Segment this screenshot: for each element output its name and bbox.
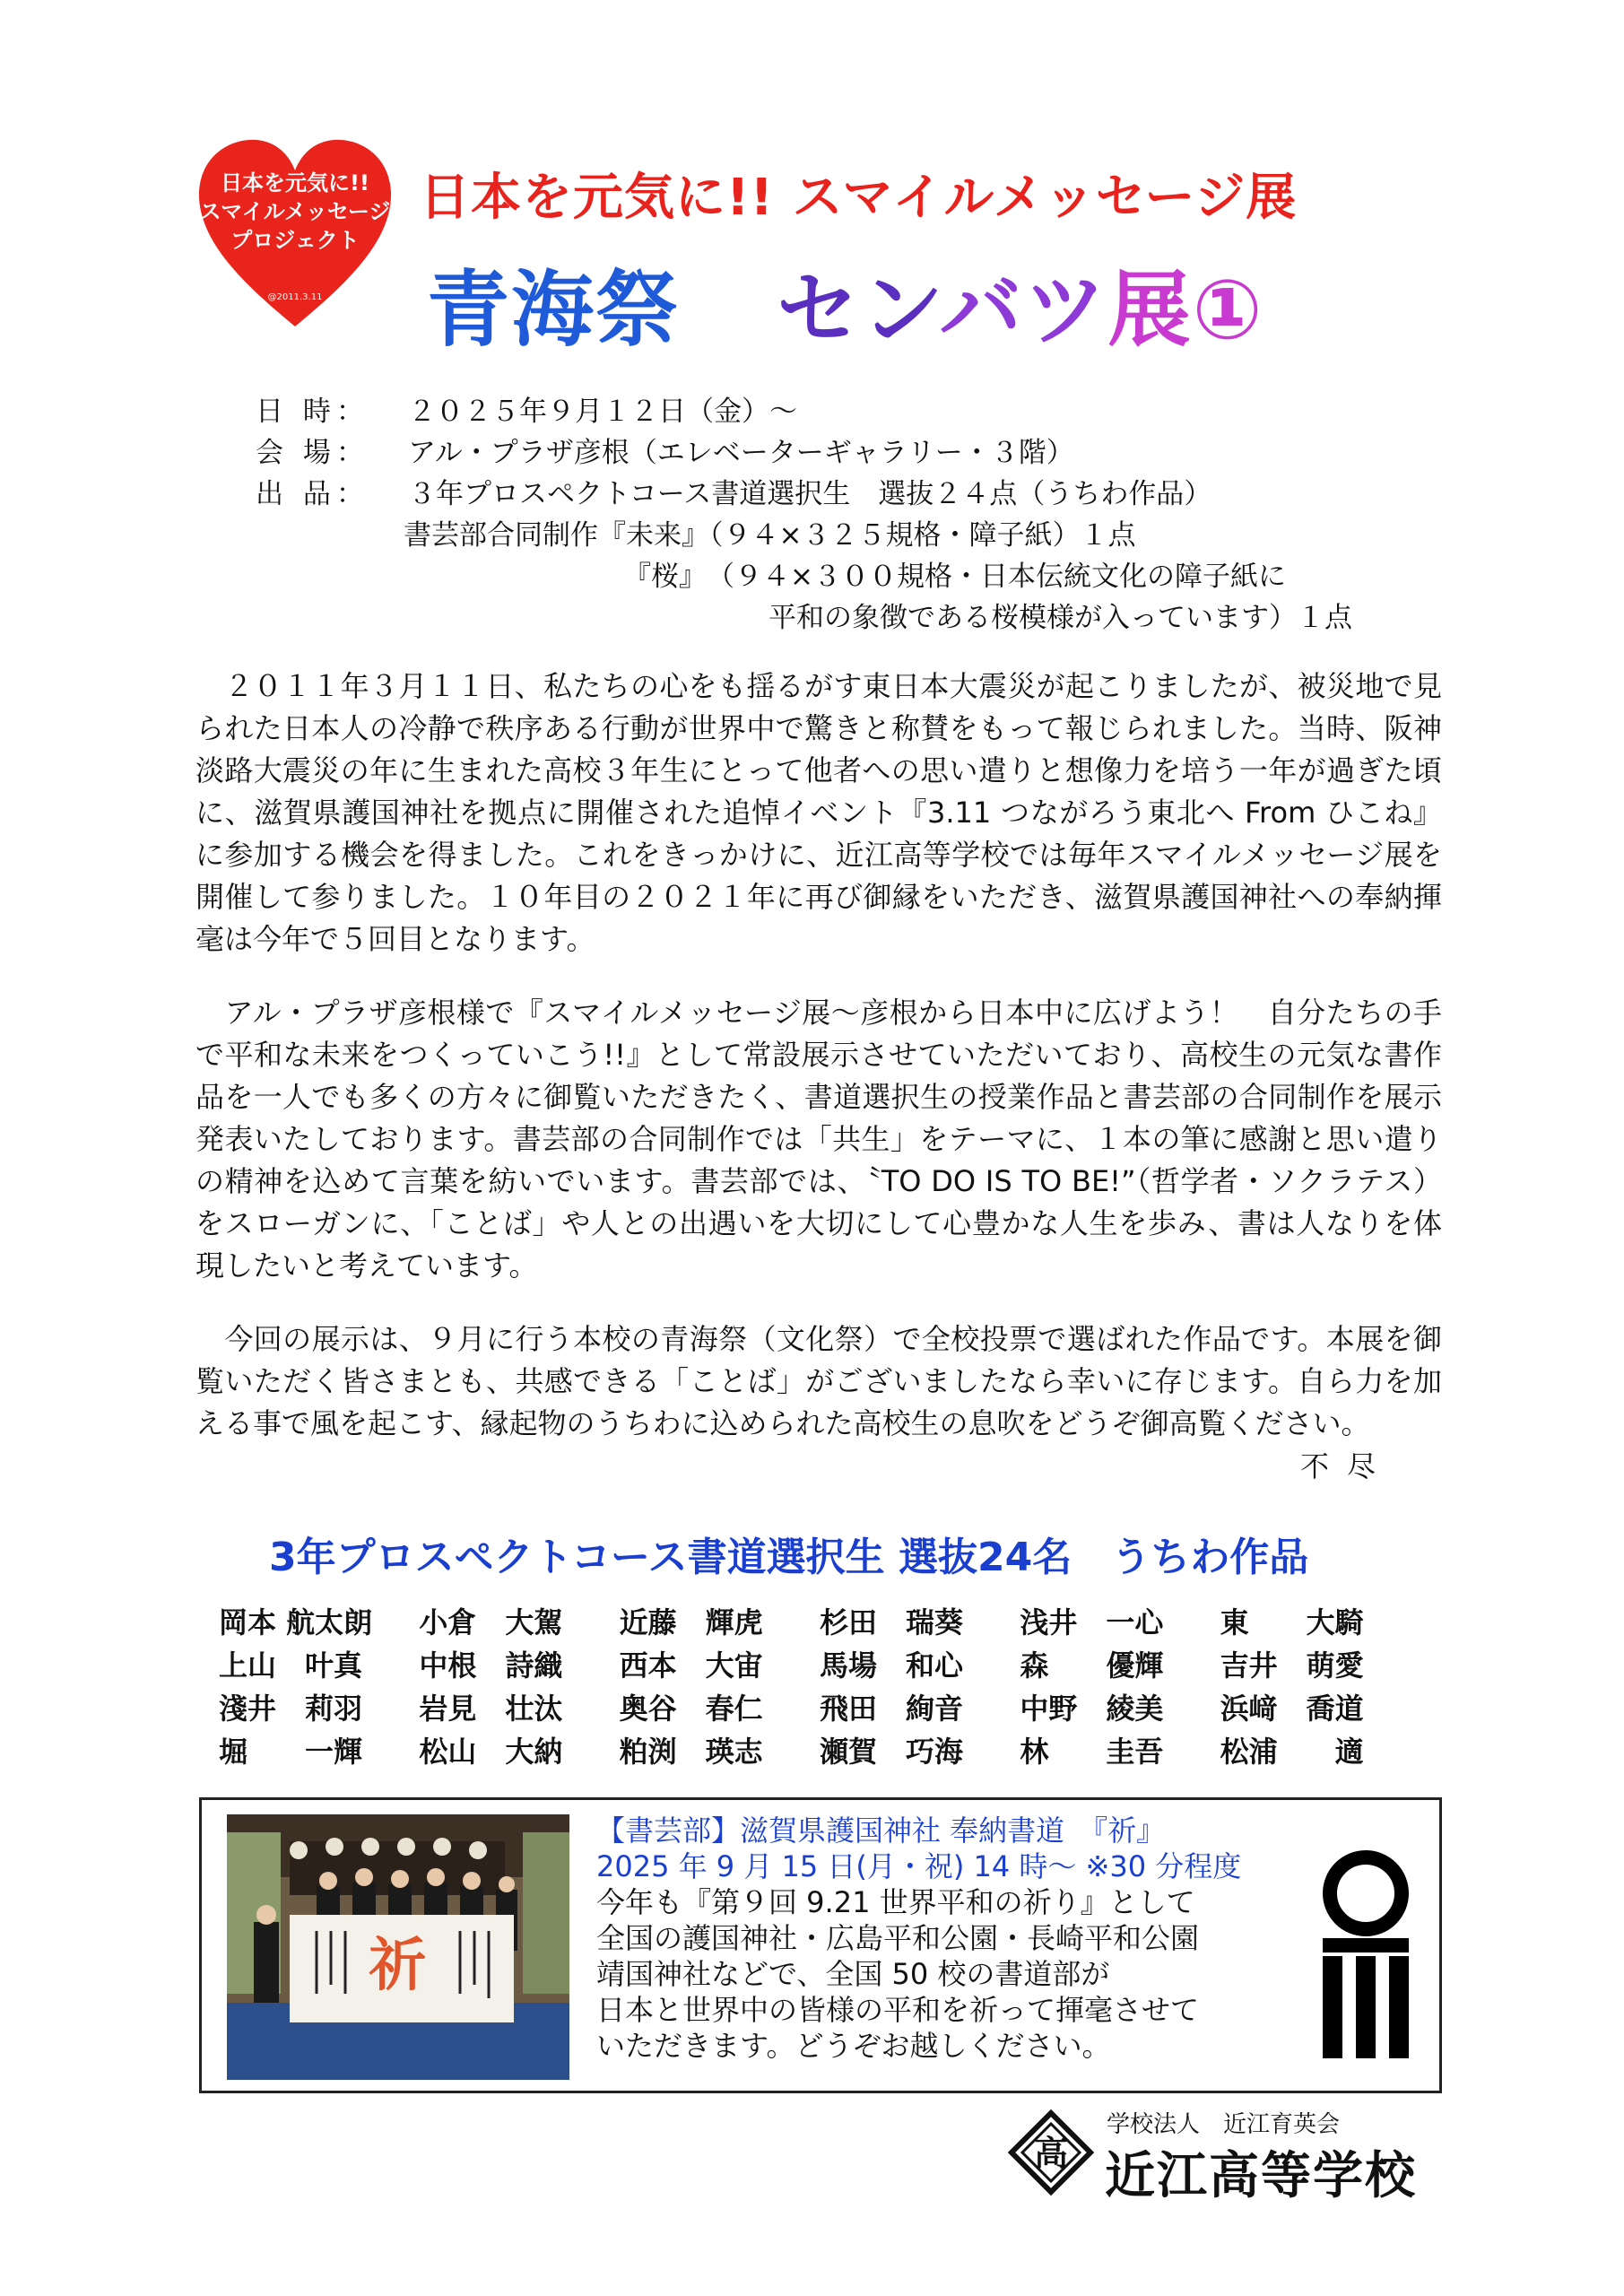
title-part-4: 展① [1107, 262, 1264, 358]
student-name: 馬場 和心 [819, 1648, 963, 1683]
exhibit-line-2: 書芸部合同制作『未来』（９４×３２５規格・障子紙）１点 [404, 519, 1136, 552]
event-title: 【書芸部】滋賀県護国神社 奉納書道 『祈』 [596, 1813, 1166, 1848]
venue-label: 会 場： [256, 437, 369, 469]
paragraph-current: 今回の展示は、９月に行う本校の青海祭（文化祭）で全校投票で選ばれた作品です。本展を御覧いただく皆さまとも、共感できる「ことば」がございましたなら幸いに存じます。自ら力を加える事で風を起こす、縁起物のうちわに込められた高校生の息吹をどうぞ御高覧ください。 [195, 1322, 1442, 1440]
event-description [596, 1813, 1241, 2064]
paragraph-exhibition: アル・プラザ彦根様で『スマイルメッセージ展～彦根から日本中に広げよう！ 自分たちの手で平和な未来をつくっていこう!!』として常設展示させていただいており、高校生の元気な書作品を一人でも多くの方々に御覧いただきたく、書道選択生の授業作品と書芸部の合同制作を展示発表いたしております。書芸部の合同制作では「共生」をテーマに、１本の筆に感謝と思い遣りの精神を込めて言葉を紡いでいます。書芸部では、〝TO DO IS TO BE!”（哲学者・ソクラテス）をスローガンに、「ことば」や人との出遇いを大切にして心豊かな人生を歩み、書は人なりを体現したいと考えています。 [195, 996, 1442, 1283]
exhibit-value: ３年プロスペクトコース書道選択生 選抜２４点（うちわ作品） [408, 478, 1212, 510]
event-line-6: 日本と世界中の皆様の平和を祈って揮毫させて [596, 1993, 1200, 2027]
title-part-3: バツ [939, 262, 1108, 358]
exhibit-line-4: 平和の象徴である桜模様が入っています）１点 [769, 602, 1352, 634]
club-logo-icon [1312, 1850, 1420, 2066]
student-row [219, 1643, 1420, 1686]
student-name: 森 優輝 [1020, 1648, 1164, 1683]
club-logo [1312, 1850, 1420, 2066]
date-value: ２０２５年９月１２日（金）～ [408, 396, 797, 428]
title-part-1: 青海祭 [427, 262, 681, 358]
school-name: 近江高等学校 [1105, 2147, 1417, 2205]
photo-calligraphy-char: 祈 [369, 1933, 426, 1999]
student-name: 小倉 大駕 [419, 1605, 563, 1639]
event-photo [227, 1814, 569, 2080]
badge-line-2: スマイルメッセージ [199, 199, 391, 224]
student-name: 東 大騎 [1220, 1605, 1364, 1639]
student-name: 瀬賀 巧海 [819, 1735, 963, 1769]
title-part-2: セン [777, 262, 940, 358]
student-name: 浅井 一心 [1020, 1605, 1164, 1639]
student-name: 粕渕 瑛志 [619, 1735, 763, 1769]
event-line-3: 今年も『第９回 9.21 世界平和の祈り』として [596, 1885, 1195, 1919]
school-corporation: 学校法人 近江育英会 [1107, 2111, 1341, 2138]
student-name: 林 圭吾 [1020, 1735, 1164, 1769]
exhibition-title [427, 244, 1264, 362]
student-name: 松浦 適 [1220, 1735, 1364, 1769]
event-line-4: 全国の護国神社・広島平和公園・長崎平和公園 [596, 1921, 1200, 1955]
badge-line-1: 日本を元気に!! [221, 170, 369, 196]
event-line-7: いただきます。どうぞお越しください。 [596, 2029, 1111, 2063]
student-name: 淺井 莉羽 [219, 1692, 363, 1726]
student-name: 中野 綾美 [1020, 1692, 1164, 1726]
closing-word: 不尽 [1300, 1449, 1394, 1483]
student-name: 杉田 瑞葵 [819, 1605, 963, 1639]
student-names [219, 1600, 1420, 1772]
school-crest [1008, 2109, 1094, 2196]
event-box [199, 1797, 1442, 2093]
date-label: 日 時： [256, 396, 369, 428]
student-name: 中根 詩織 [419, 1648, 563, 1683]
shrine-photo-image [227, 1814, 569, 2080]
project-heart-badge [194, 135, 396, 332]
students-heading: 3年プロスペクトコース書道選択生 選抜24名 うちわ作品 [269, 1535, 1309, 1580]
student-row [219, 1600, 1420, 1643]
school-crest-icon [1008, 2109, 1094, 2196]
school-signature [1008, 2106, 1438, 2205]
student-row [219, 1729, 1420, 1772]
badge-date: @2011.3.11 [267, 292, 323, 302]
student-name: 上山 叶真 [219, 1648, 363, 1683]
exhibit-line-3: 『桜』 （９４×３００規格・日本伝統文化の障子紙に [623, 561, 1286, 593]
student-name: 堀 一輝 [219, 1735, 363, 1769]
student-name: 奥谷 春仁 [619, 1692, 763, 1726]
event-datetime: 2025 年 9 月 15 日(月・祝) 14 時～ ※30 分程度 [596, 1849, 1242, 1883]
student-name: 近藤 輝虎 [619, 1605, 763, 1639]
student-name: 飛田 絢音 [819, 1692, 963, 1726]
student-name: 西本 大宙 [619, 1648, 763, 1683]
venue-value: アル・プラザ彦根（エレベーターギャラリー・３階） [408, 437, 1074, 469]
event-line-5: 靖国神社などで、全国 50 校の書道部が [596, 1957, 1110, 1991]
student-row [219, 1686, 1420, 1729]
student-name: 岡本 航太朗 [219, 1605, 373, 1639]
badge-line-3: プロジェクト [230, 228, 360, 253]
crest-char: 高 [1033, 2134, 1069, 2173]
paragraph-history: ２０１１年３月１１日、私たちの心をも揺るがす東日本大震災が起こりましたが、被災地で見られた日本人の冷静で秩序ある行動が世界中で驚きと称賛をもって報じられました。当時、阪神淡路大震災の年に生まれた高校３年生にとって他者への思い遣りと想像力を培う一年が過ぎた頃に、滋賀県護国神社を拠点に開催された追悼イベント『3.11 つながろう東北へ From ひこね』に参加する機会を得ました。これをきっかけに、近江高等学校では毎年スマイルメッセージ展を開催して参りました。１０年目の２０２１年に再び御縁をいただき、滋賀県護国神社への奉納揮毫は今年で５回目となります。 [195, 669, 1442, 956]
heart-badge-text [194, 169, 396, 255]
exhibit-label: 出 品： [256, 478, 369, 510]
main-title: 日本を元気に!! スマイルメッセージ展 [420, 169, 1298, 227]
student-name: 岩見 壮汰 [419, 1692, 563, 1726]
student-name: 松山 大納 [419, 1735, 563, 1769]
student-name: 吉井 萌愛 [1220, 1648, 1364, 1683]
student-name: 浜﨑 喬道 [1220, 1692, 1364, 1726]
